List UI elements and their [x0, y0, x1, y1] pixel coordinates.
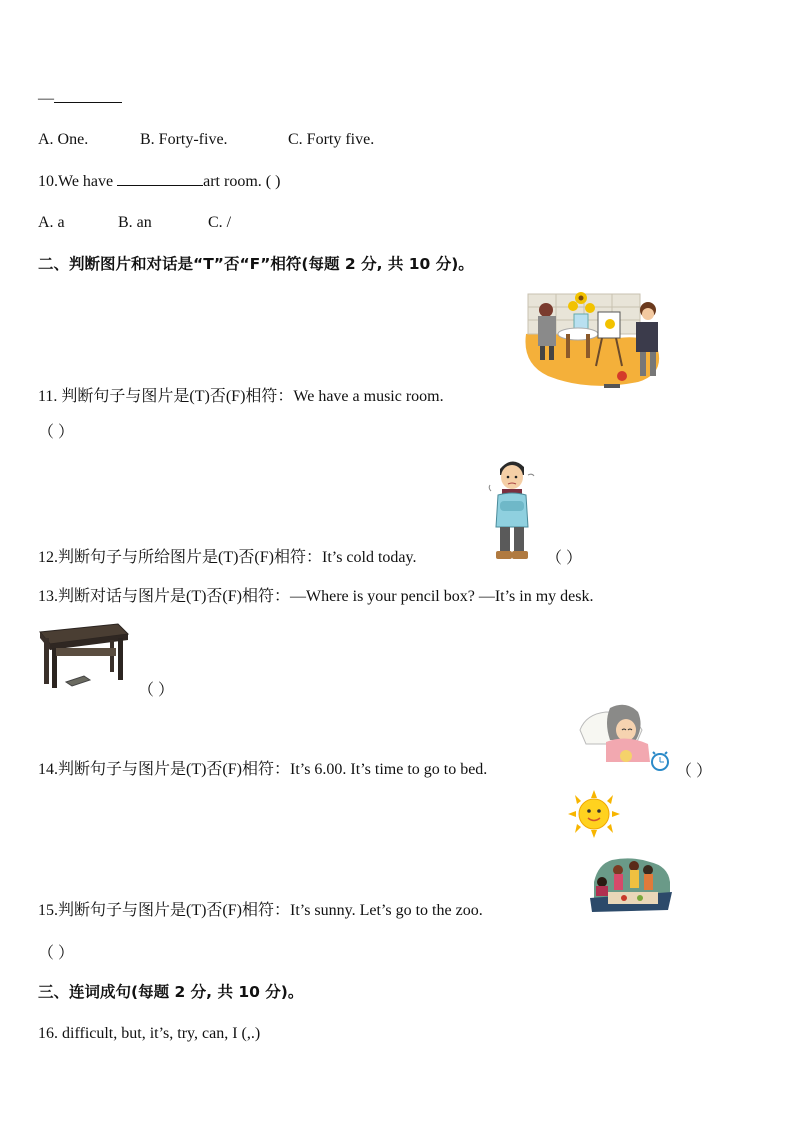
q10-stem: [38, 171, 280, 192]
q10-blank[interactable]: [117, 171, 203, 186]
q15-text: 15.判断句子与图片是(T)否(F)相符：It’s sunny. Let’s go to the zoo.: [38, 902, 483, 919]
q9-option-b: B. Forty-five.: [140, 131, 228, 148]
q10-prefix: 10.We have: [38, 173, 118, 190]
cold-boy-illustration: [486, 455, 538, 565]
desk-illustration: [38, 618, 130, 690]
q9-dash: —: [38, 90, 54, 107]
q12-answer-paren[interactable]: （ ）: [546, 550, 583, 567]
sun-illustration: [566, 788, 622, 840]
q13-text: 13.判断对话与图片是(T)否(F)相符：—Where is your pencil box? —It’s in my desk.: [38, 588, 594, 605]
section2-heading: 二、判断图片和对话是“T”否“F”相符(每题 2 分, 共 10 分)。: [38, 255, 474, 273]
q12-text: 12.判断句子与所给图片是(T)否(F)相符：It’s cold today.: [38, 549, 417, 566]
q14-answer-paren[interactable]: （ ）: [676, 763, 713, 780]
q9-option-c: C. Forty five.: [288, 131, 375, 148]
q10-option-b: B. an: [118, 214, 152, 231]
art-room-illustration: [518, 284, 666, 402]
q9-option-a: A. One.: [38, 131, 89, 148]
section3-heading: 三、连词成句(每题 2 分, 共 10 分)。: [38, 983, 304, 1001]
q16-text: 16. difficult, but, it’s, try, can, I (,.): [38, 1025, 261, 1042]
q9-blank[interactable]: [54, 88, 122, 103]
q14-text: 14.判断句子与图片是(T)否(F)相符：It’s 6.00. It’s time to go to bed.: [38, 761, 488, 778]
q13-answer-paren[interactable]: （ ）: [138, 682, 175, 699]
q10-option-a: A. a: [38, 214, 65, 231]
q11-answer-paren[interactable]: （ ）: [38, 424, 75, 441]
q10-suffix: art room. ( ): [203, 173, 281, 190]
girl-waking-illustration: [576, 700, 672, 776]
q11-text: 11. 判断句子与图片是(T)否(F)相符：We have a music room.: [38, 388, 444, 405]
q15-answer-paren[interactable]: （ ）: [38, 945, 75, 962]
q9-answer-line: [38, 88, 122, 109]
picnic-illustration: [588, 852, 674, 914]
q10-option-c: C. /: [208, 214, 232, 231]
